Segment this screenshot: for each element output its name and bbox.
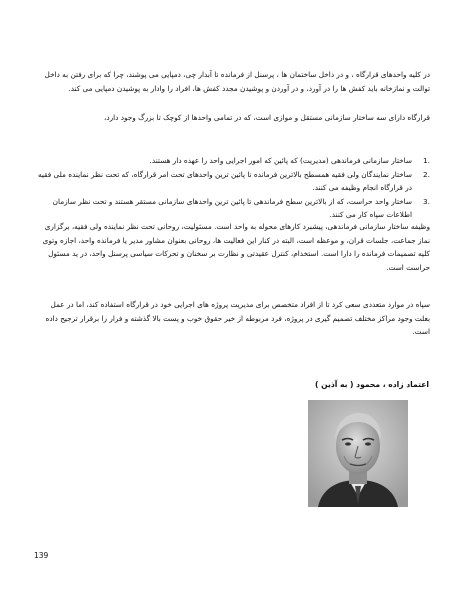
paragraph-duties: وظیفه ساختار سازمانی فرماندهی، پیشبرد کارهای محوله به واحد است. مسئولیت، روحانی تحت نظر نماینده ولی فقیه، برگزاری نماز جماعت، جلسات قران، و موعظه است، البته در کنار این فعالیت ها، روحانی بعنوان مشاور مدیر یا فرمانده واحد، اجازه وتوی کلیه تصمیمات فرمانده را دارا است. استخدام، کنترل عقیدتی و نظارت بر سخنان و تحرکات سیاسی پرسنل واحد، در ید مسئول حراست است. [42, 222, 430, 272]
person-heading: اعتماد زاده ، محمود ( به آذین ) [315, 380, 429, 389]
portrait-image [308, 400, 408, 507]
paragraph-slippers: در کلیه واحدهای قرارگاه ، و در داخل ساختمان ها ، پرسنل از فرمانده تا آبدار چی، دمپایی می پوشند، چرا که برای رفتن به داخل توالت و نمازخانه باید کفش ها را در آورد، و در آوردن و پوشیدن مجدد کفش ها، افراد را وادار به پوشیدن دمپایی می کند. [44, 70, 430, 93]
list-item [34, 168, 430, 195]
paragraph-specialists: سپاه در موارد متعددی سعی کرد تا از افراد متخصص برای مدیریت پروژه های اجرایی خود در قرارگاه استفاده کند، اما در عمل بعلت وجود مراکز مختلف تصمیم گیری در پروژه، فرد مربوطه از خیر حقوق خوب و پست بالا گذشته و فرار را برقرار ترجیح داده است. [45, 300, 430, 336]
list-text: ساختار سازمانی فرماندهی (مدیریت) که پائین که امور اجرایی واحد را عهده دار هستند. [149, 156, 412, 165]
list-text: ساختار نمایندگان ولی فقیه همسطح بالاترین فرمانده تا پائین ترین واحدهای تحت امر قرارگاه، که تحت نظر نماینده ملی فقیه در قرارگاه انجام وظیفه می کنند. [37, 169, 412, 192]
list-number: .2 [423, 169, 430, 179]
list-number: .3 [423, 196, 430, 206]
list-item [34, 195, 430, 222]
list-text: ساختار واحد حراست، که از بالاترین سطح فرماندهی تا پائین ترین واحدهای سازمانی مستقر هستند و تحت نظر سازمان اطلاعات سپاه کار می کنند. [52, 196, 412, 219]
portrait-photo [308, 400, 408, 507]
list-item [34, 154, 430, 168]
list-number: .1 [423, 156, 430, 165]
page-number: 139 [34, 551, 49, 560]
paragraph-structure-intro: قرارگاه دارای سه ساختار سازمانی مستقل و موازی است، که در تمامی واحدها از کوچک تا بزرگ وجود دارد، [103, 113, 430, 122]
structure-list [34, 154, 430, 222]
